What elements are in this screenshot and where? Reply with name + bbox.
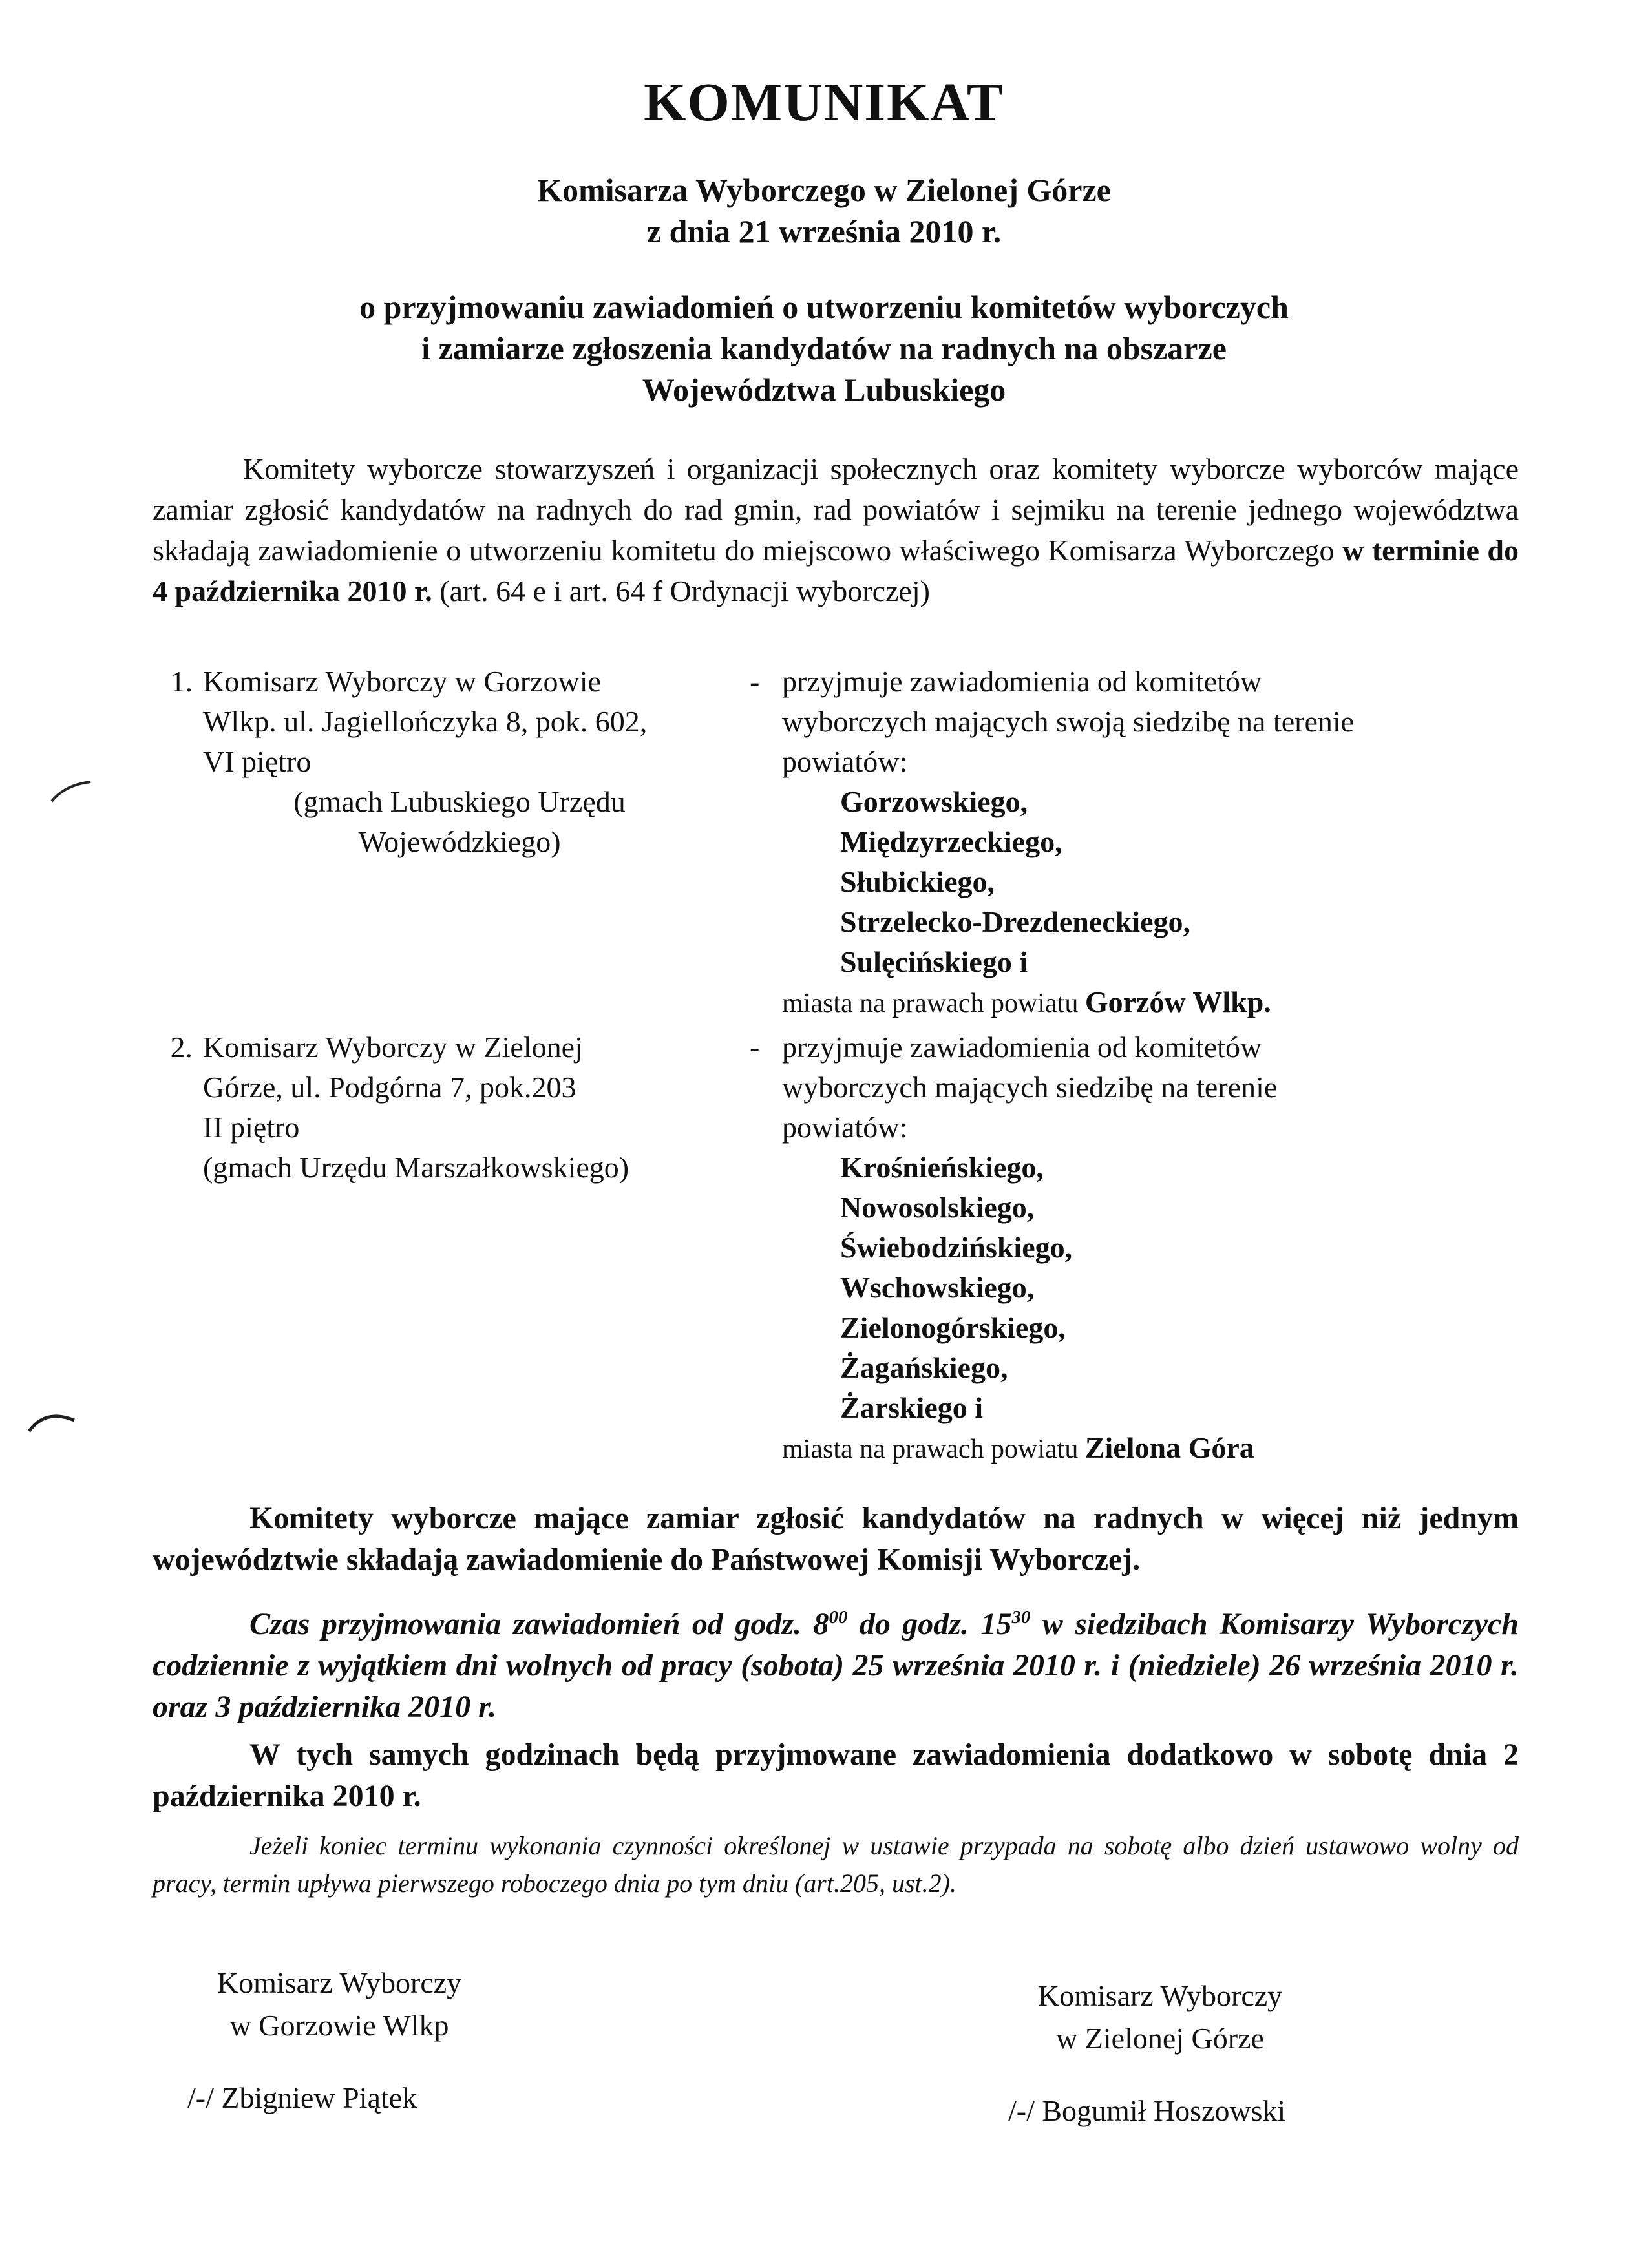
signature-gorzow xyxy=(187,1962,491,2119)
intro-paragraph xyxy=(153,448,1519,611)
signature-zielona-gora xyxy=(1008,1975,1312,2132)
address-line: Wlkp. ul. Jagiellończyka 8, pok. 602, xyxy=(203,705,648,738)
city-line xyxy=(750,1428,1525,1469)
address-line: Komisarz Wyborczy w Gorzowie xyxy=(203,665,601,698)
city-name: Gorzów Wlkp. xyxy=(1084,985,1271,1018)
building-line: Wojewódzkiego) xyxy=(358,825,561,858)
poviat-item: Nowosolskiego, xyxy=(840,1191,1035,1224)
hours-text: do godz. 15 xyxy=(847,1607,1012,1641)
issuer-block xyxy=(0,169,1648,252)
address-line: Górze, ul. Podgórna 7, pok.203 xyxy=(203,1071,576,1104)
poviat-item: Krośnieńskiego, xyxy=(840,1151,1044,1184)
scope-line: przyjmuje zawiadomienia od komitetów xyxy=(782,665,1262,698)
hours-text: Czas przyjmowania zawiadomień od godz. 8 xyxy=(249,1607,829,1641)
address-line: VI piętro xyxy=(203,745,312,778)
poviat-item: Strzelecko-Drezdeneckiego, xyxy=(840,905,1191,938)
city-prefix: miasta na prawach powiatu xyxy=(782,989,1085,1018)
deadline-note: Jeżeli koniec terminu wykonania czynności określonej w ustawie przypada na sobotę albo dzień ustawowo wolny od pracy, termin upływa pierwszego roboczego dnia po tym dniu (art.205, ust.2). xyxy=(153,1831,1519,1898)
address-line: II piętro xyxy=(203,1111,300,1144)
intro-legal-basis: (art. 64 e i art. 64 f Ordynacji wyborczej) xyxy=(432,574,930,607)
building-line: (gmach Urzędu Marszałkowskiego) xyxy=(203,1151,629,1184)
city-prefix: miasta na prawach powiatu xyxy=(782,1434,1085,1464)
saturday-notice: W tych samych godzinach będą przyjmowane zawiadomienia dodatkowo w sobotę dnia 2 października 2010 r. xyxy=(153,1738,1519,1813)
poviat-item: Międzyrzeckiego, xyxy=(840,825,1062,858)
poviat-item: Świebodzińskiego, xyxy=(840,1231,1073,1264)
commissioner-1-address xyxy=(153,662,721,862)
signature-role: Komisarz Wyborczy xyxy=(1037,1979,1283,2012)
hours-superscript: 30 xyxy=(1011,1607,1031,1628)
building-line: (gmach Lubuskiego Urzędu xyxy=(293,785,626,818)
intro-text: Komitety wyborcze stowarzyszeń i organizacji społecznych oraz komitety wyborcze wyborców mające zamiar zgłosić kandydatów na radnych do rad gmin, rad powiatów i sejmiku na terenie jednego województwa składają zawiadomienie o utworzeniu komitetu do miejscowo właściwego Komisarza Wyborczego xyxy=(153,452,1519,567)
signature-name: /-/ Zbigniew Piątek xyxy=(187,2081,417,2114)
poviat-item: Zielonogórskiego, xyxy=(840,1311,1066,1344)
signature-name: /-/ Bogumił Hoszowski xyxy=(1008,2094,1286,2127)
poviat-item: Żagańskiego, xyxy=(840,1351,1008,1384)
subject-block xyxy=(0,286,1648,410)
issue-date: z dnia 21 września 2010 r. xyxy=(646,213,1002,249)
scope-line: wyborczych mających siedzibę na terenie xyxy=(782,1071,1278,1104)
commissioner-2-address xyxy=(153,1027,721,1188)
poviat-item: Żarskiego i xyxy=(840,1391,984,1424)
multi-voivodeship-notice: Komitety wyborcze mające zamiar zgłosić kandydatów na radnych w więcej niż jednym województwie składają zawiadomienie do Państwowej Komisji Wyborczej. xyxy=(153,1501,1519,1577)
item-number: 2. xyxy=(170,1031,193,1064)
signature-role: Komisarz Wyborczy xyxy=(217,1966,462,1999)
city-name: Zielona Góra xyxy=(1084,1431,1254,1464)
hours-text: w siedzibach Komisarzy Wyborczych codziennie z wyjątkiem dni wolnych od pracy (sobota) 25 września 2010 r. i (niedziele) 26 września 2010 r. oraz 3 października 2010 r. xyxy=(153,1607,1519,1724)
subject-line: i zamiarze zgłoszenia kandydatów na radnych na obszarze xyxy=(421,330,1227,366)
poviat-item: Słubickiego, xyxy=(840,865,995,898)
item-number: 1. xyxy=(170,665,193,698)
office-hours-paragraph xyxy=(153,1604,1519,1728)
document-title: KOMUNIKAT xyxy=(644,72,1004,132)
poviat-item: Sulęcińskiego i xyxy=(840,945,1028,978)
issuer-line: Komisarza Wyborczego w Zielonej Górze xyxy=(537,172,1111,208)
scan-mark xyxy=(26,1402,84,1441)
scope-line: powiatów: xyxy=(782,1111,908,1144)
subject-line: o przyjmowaniu zawiadomień o utworzeniu komitetów wyborczych xyxy=(359,289,1289,325)
scope-line: przyjmuje zawiadomienia od komitetów xyxy=(782,1031,1262,1064)
address-line: Komisarz Wyborczy w Zielonej xyxy=(203,1031,583,1064)
commissioner-2-scope xyxy=(750,1027,1525,1469)
signature-location: w Zielonej Górze xyxy=(1056,2022,1264,2055)
city-line xyxy=(750,982,1525,1024)
scope-line: wyborczych mających swoją siedzibę na terenie xyxy=(782,705,1355,738)
commissioner-1-scope xyxy=(750,662,1525,1024)
signature-location: w Gorzowie Wlkp xyxy=(229,2009,449,2042)
scan-mark xyxy=(45,775,97,814)
list-dash: - xyxy=(750,665,760,698)
intro-deadline: w terminie do 4 października 2010 r. xyxy=(153,534,1519,607)
scope-line: powiatów: xyxy=(782,745,908,778)
hours-superscript: 00 xyxy=(829,1607,848,1628)
poviat-item: Gorzowskiego, xyxy=(840,785,1028,818)
list-dash: - xyxy=(750,1031,760,1064)
poviat-item: Wschowskiego, xyxy=(840,1271,1035,1304)
subject-line: Województwa Lubuskiego xyxy=(642,372,1006,408)
